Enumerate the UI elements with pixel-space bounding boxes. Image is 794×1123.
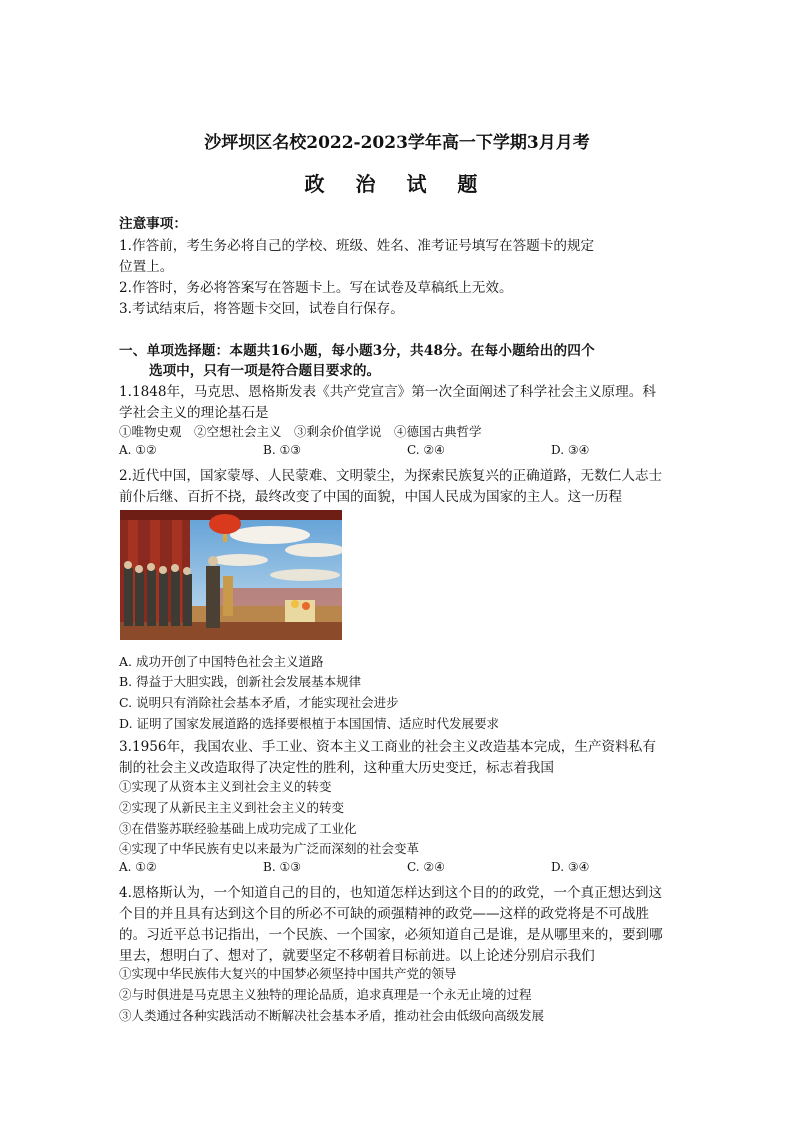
- exam-subject: 政 治 试 题: [304, 172, 490, 196]
- notice-item: 3.考试结束后，将答题卡交回，试卷自行保存。: [119, 301, 404, 317]
- question-statement: ①实现中华民族伟大复兴的中国梦必须坚持中国共产党的领导: [119, 966, 457, 981]
- choice-d[interactable]: D. 证明了国家发展道路的选择要根植于本国国情、适应时代发展要求: [119, 716, 500, 731]
- question-stem: 3.1956年，我国农业、手工业、资本主义工商业的社会主义改造基本完成，生产资料私有: [119, 739, 656, 755]
- question-statement: ①实现了从资本主义到社会主义的转变: [119, 779, 332, 794]
- question-statement: ②实现了从新民主主义到社会主义的转变: [119, 800, 345, 815]
- question-stem: 前仆后继、百折不挠，最终改变了中国的面貌，中国人民成为国家的主人。这一历程: [119, 489, 622, 505]
- choice-b[interactable]: B. ①③: [263, 443, 301, 457]
- choice-c[interactable]: C. ②④: [407, 860, 445, 874]
- question-stem: 的。习近平总书记指出，一个民族、一个国家，必须知道自己是谁，是从哪里来的，要到哪: [119, 927, 663, 943]
- choice-c[interactable]: C. ②④: [407, 443, 445, 457]
- question-stem: 个目的并且具有达到这个目的所必不可缺的顽强精神的政党——这样的政党将是不可战胜: [119, 906, 650, 922]
- choice-a[interactable]: A. 成功开创了中国特色社会主义道路: [119, 654, 324, 669]
- question-stem: 制的社会主义改造取得了决定性的胜利，这种重大历史变迁，标志着我国: [119, 760, 554, 776]
- choice-c[interactable]: C. 说明只有消除社会基本矛盾，才能实现社会进步: [119, 695, 399, 710]
- choice-d[interactable]: D. ③④: [551, 443, 590, 457]
- choice-a[interactable]: A. ①②: [119, 860, 157, 874]
- question-statement: ②与时俱进是马克思主义独特的理论品质，追求真理是一个永无止境的过程: [119, 987, 532, 1002]
- question-stem: 里去，想明白了、想对了，就要坚定不移朝着目标前进。以上论述分别启示我们: [119, 948, 595, 964]
- section-heading: 一、单项选择题：本题共16小题，每小题3分，共48分。在每小题给出的四个: [119, 343, 595, 359]
- notice-heading: 注意事项：: [119, 216, 187, 232]
- choice-b[interactable]: B. ①③: [263, 860, 301, 874]
- question-statement: ④实现了中华民族有史以来最为广泛而深刻的社会变革: [119, 841, 420, 856]
- choice-b[interactable]: B. 得益于大胆实践，创新社会发展基本规律: [119, 674, 362, 689]
- question-stem: 4.恩格斯认为，一个知道自己的目的，也知道怎样达到这个目的的政党，一个真正想达到这: [119, 885, 663, 901]
- question-statements: ①唯物史观 ②空想社会主义 ③剩余价值学说 ④德国古典哲学: [119, 424, 482, 439]
- question-statement: ③人类通过各种实践活动不断解决社会基本矛盾，推动社会由低级向高级发展: [119, 1008, 545, 1023]
- question-stem: 2.近代中国，国家蒙辱、人民蒙难、文明蒙尘，为探索民族复兴的正确道路，无数仁人志士: [119, 468, 663, 484]
- choice-d[interactable]: D. ③④: [551, 860, 590, 874]
- notice-item: 位置上。: [119, 259, 174, 275]
- question-statement: ③在借鉴苏联经验基础上成功完成了工业化: [119, 821, 357, 836]
- notice-item: 2.作答时，务必将答案写在答题卡上。写在试卷及草稿纸上无效。: [119, 280, 513, 296]
- choice-a[interactable]: A. ①②: [119, 443, 157, 457]
- section-heading-cont: 选项中，只有一项是符合题目要求的。: [149, 363, 381, 379]
- question-stem: 学社会主义的理论基石是: [119, 405, 269, 421]
- founding-ceremony-painting: [120, 510, 342, 640]
- notice-item: 1.作答前，考生务必将自己的学校、班级、姓名、准考证号填写在答题卡的规定: [119, 238, 595, 254]
- exam-title: 沙坪坝区名校2022-2023学年高一下学期3月月考: [204, 133, 590, 153]
- question-stem: 1.1848年，马克思、恩格斯发表《共产党宣言》第一次全面阐述了科学社会主义原理。科: [119, 384, 656, 400]
